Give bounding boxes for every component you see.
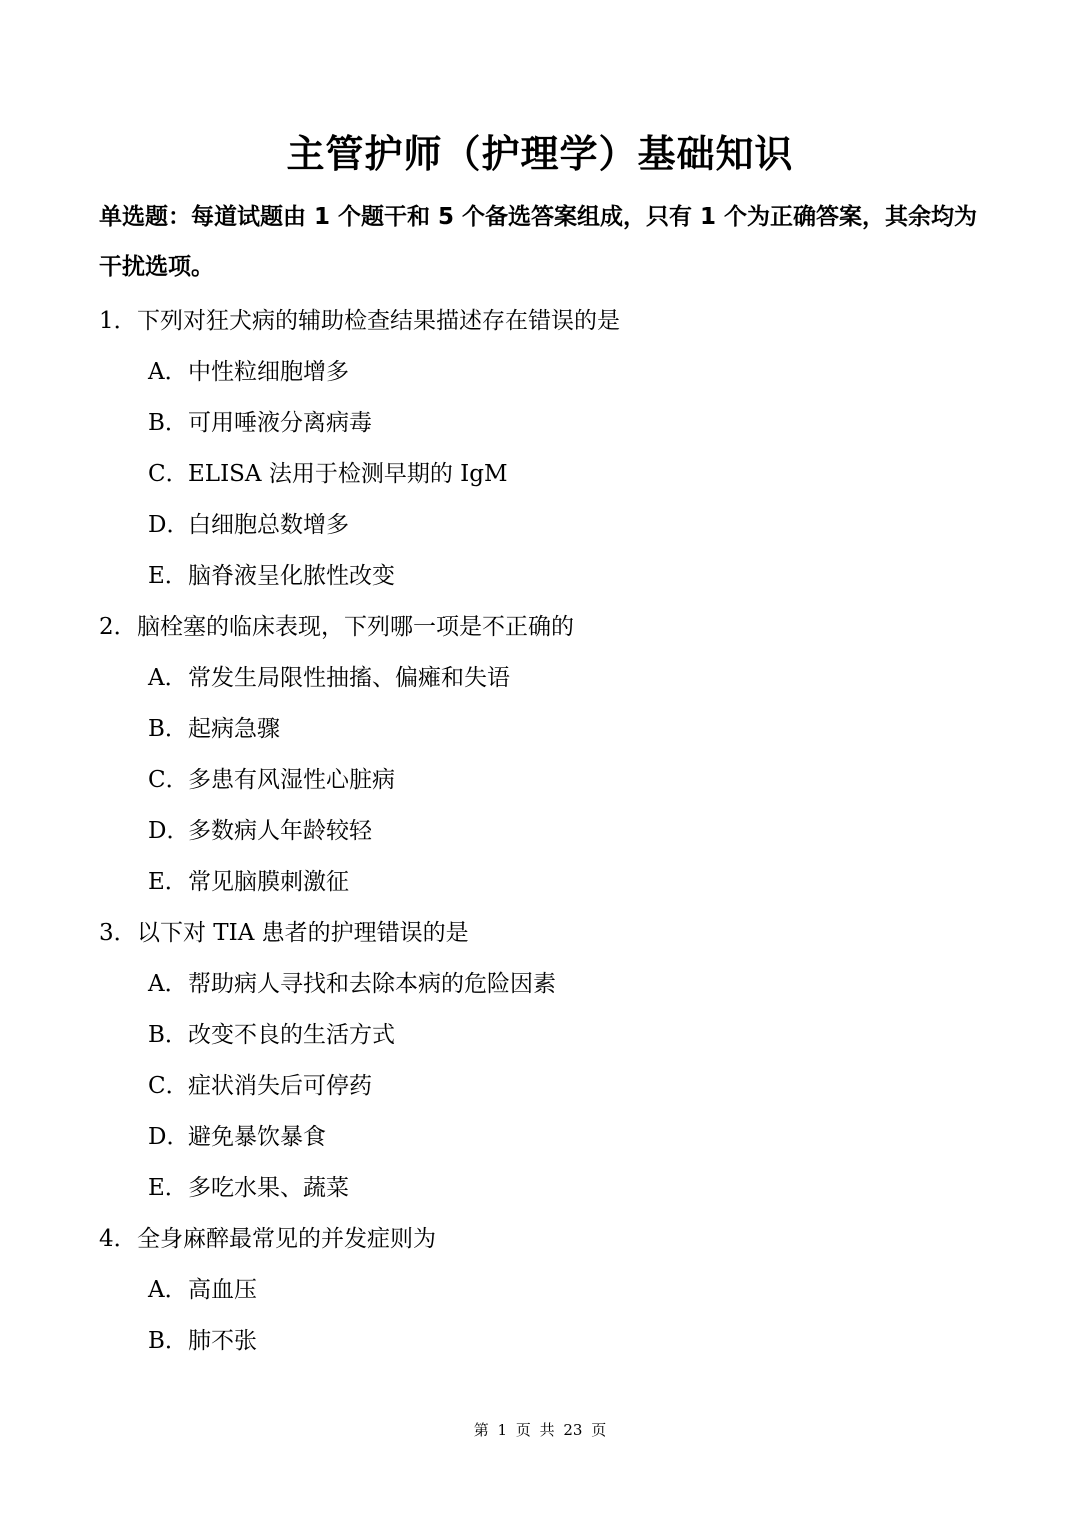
option-text: 白细胞总数增多 bbox=[188, 512, 349, 538]
option-text: 多吃水果、蔬菜 bbox=[188, 1175, 349, 1201]
question-stem bbox=[0, 908, 1080, 959]
option-text: 症状消失后可停药 bbox=[188, 1073, 372, 1099]
question-stem bbox=[0, 602, 1080, 653]
option-text: 多数病人年龄较轻 bbox=[188, 818, 372, 844]
option-letter: C． bbox=[148, 1073, 189, 1099]
instructions-text: 单选题：每道试题由 1 个题干和 5 个备选答案组成，只有 1 个为正确答案，其余均为干扰选项。 bbox=[99, 204, 978, 280]
option-text: 常见脑膜刺激征 bbox=[188, 869, 349, 895]
option-letter: B． bbox=[148, 1328, 188, 1354]
option-text: 脑脊液呈化脓性改变 bbox=[188, 563, 395, 589]
option-letter: C． bbox=[148, 767, 189, 793]
option-d bbox=[0, 1112, 1080, 1163]
option-c bbox=[0, 1061, 1080, 1112]
option-b bbox=[0, 1316, 1080, 1367]
option-b bbox=[0, 398, 1080, 449]
option-letter: A． bbox=[148, 1277, 188, 1303]
option-b bbox=[0, 1010, 1080, 1061]
option-letter: B． bbox=[148, 410, 188, 436]
question-text: 下列对狂犬病的辅助检查结果描述存在错误的是 bbox=[137, 308, 620, 334]
option-a bbox=[0, 1265, 1080, 1316]
option-letter: E． bbox=[148, 869, 188, 895]
question-number: 1． bbox=[99, 308, 137, 334]
option-letter: A． bbox=[148, 665, 188, 691]
option-text: 肺不张 bbox=[188, 1328, 257, 1354]
option-letter: A． bbox=[148, 359, 188, 385]
option-letter: C． bbox=[148, 461, 189, 487]
page-footer: 第 1 页 共 23 页 bbox=[473, 1421, 607, 1439]
option-letter: D． bbox=[148, 818, 190, 844]
option-text: ELISA 法用于检测早期的 IgM bbox=[188, 461, 508, 487]
question-stem bbox=[0, 296, 1080, 347]
option-e bbox=[0, 857, 1080, 908]
question-number: 4． bbox=[99, 1226, 137, 1252]
question-number: 3． bbox=[99, 920, 137, 946]
option-e bbox=[0, 1163, 1080, 1214]
question-number: 2． bbox=[99, 614, 137, 640]
option-text: 可用唾液分离病毒 bbox=[188, 410, 372, 436]
question-2 bbox=[0, 602, 1080, 908]
option-text: 帮助病人寻找和去除本病的危险因素 bbox=[188, 971, 556, 997]
option-text: 高血压 bbox=[188, 1277, 257, 1303]
question-text: 以下对 TIA 患者的护理错误的是 bbox=[137, 920, 469, 946]
option-c bbox=[0, 755, 1080, 806]
option-letter: B． bbox=[148, 1022, 188, 1048]
option-text: 改变不良的生活方式 bbox=[188, 1022, 395, 1048]
question-4 bbox=[0, 1214, 1080, 1367]
question-text: 全身麻醉最常见的并发症则为 bbox=[137, 1226, 436, 1252]
option-letter: A． bbox=[148, 971, 188, 997]
option-text: 中性粒细胞增多 bbox=[188, 359, 349, 385]
option-c bbox=[0, 449, 1080, 500]
option-text: 常发生局限性抽搐、偏瘫和失语 bbox=[188, 665, 510, 691]
page-title: 主管护师（护理学）基础知识 bbox=[286, 132, 794, 176]
option-text: 避免暴饮暴食 bbox=[188, 1124, 326, 1150]
question-3 bbox=[0, 908, 1080, 1214]
option-a bbox=[0, 347, 1080, 398]
option-a bbox=[0, 959, 1080, 1010]
option-letter: D． bbox=[148, 512, 190, 538]
option-letter: E． bbox=[148, 563, 188, 589]
option-e bbox=[0, 551, 1080, 602]
question-list bbox=[0, 296, 1080, 1367]
option-text: 起病急骤 bbox=[188, 716, 280, 742]
option-d bbox=[0, 500, 1080, 551]
question-text: 脑栓塞的临床表现，下列哪一项是不正确的 bbox=[137, 614, 574, 640]
option-text: 多患有风湿性心脏病 bbox=[188, 767, 395, 793]
option-letter: D． bbox=[148, 1124, 190, 1150]
option-a bbox=[0, 653, 1080, 704]
question-stem bbox=[0, 1214, 1080, 1265]
option-d bbox=[0, 806, 1080, 857]
option-letter: B． bbox=[148, 716, 188, 742]
option-b bbox=[0, 704, 1080, 755]
question-1 bbox=[0, 296, 1080, 602]
option-letter: E． bbox=[148, 1175, 188, 1201]
